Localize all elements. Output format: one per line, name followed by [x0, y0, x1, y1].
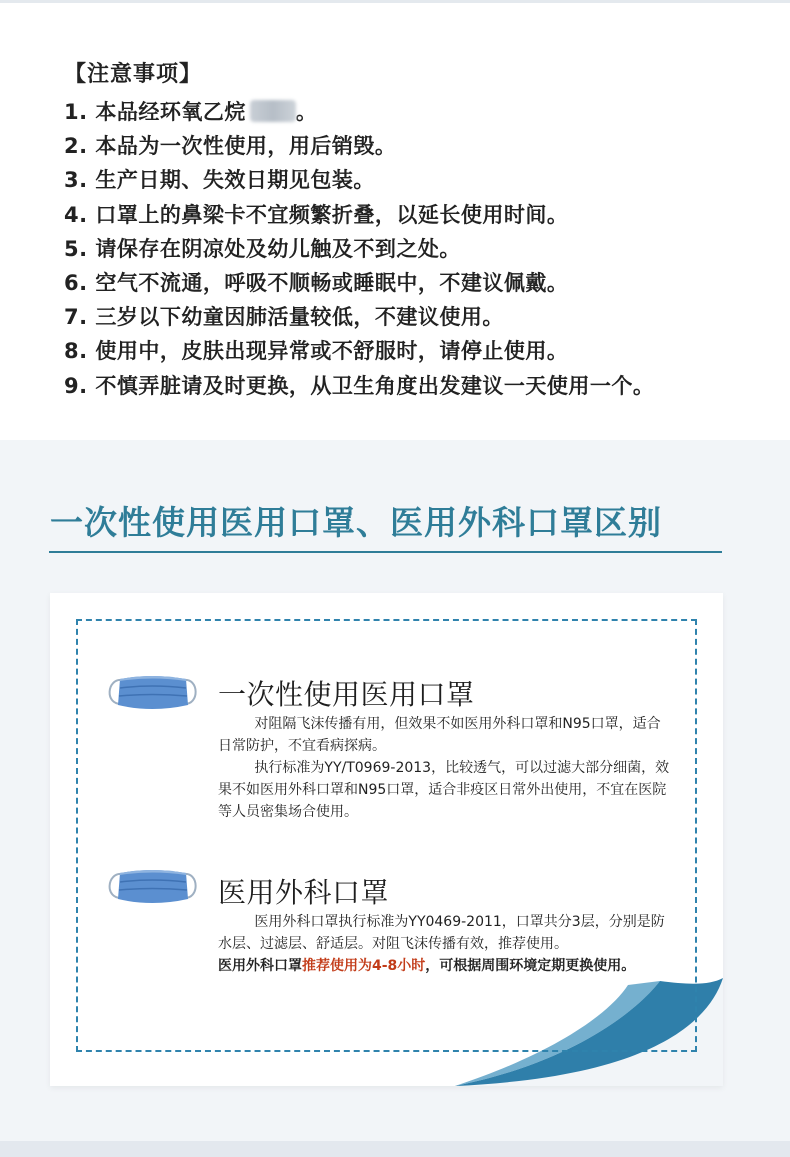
notice-list	[64, 95, 654, 403]
notice-item: 4. 口罩上的鼻梁卡不宜频繁折叠，以延长使用时间。	[64, 202, 569, 227]
bottom-band	[0, 1141, 790, 1157]
disposable-mask-description	[218, 713, 673, 823]
blurred-text-mark	[250, 100, 296, 122]
surgical-mask-heading: 医用外科口罩	[218, 876, 390, 909]
notice-item: 8. 使用中，皮肤出现异常或不舒服时，请停止使用。	[64, 339, 569, 364]
surgical-mask-usage-note	[218, 955, 673, 977]
disposable-mask-para1: 对阻隔飞沫传播有用，但效果不如医用外科口罩和N95口罩，适合日常防护，不宜看病探病。	[218, 716, 661, 754]
notice-item-suffix: 。	[295, 100, 318, 124]
notice-panel	[0, 0, 790, 440]
disposable-mask-para2: 执行标准为YY/T0969-2013，比较透气，可以过滤大部分细菌，效果不如医用外科口罩和N95口罩，适合非疫区日常外出使用，不宜在医院等人员密集场合使用。	[218, 760, 670, 820]
usage-tail: ，可根据周围环境定期更换使用。	[425, 958, 636, 974]
notice-item: 2. 本品为一次性使用，用后销毁。	[64, 134, 397, 159]
notice-item: 6. 空气不流通，呼吸不顺畅或睡眠中，不建议佩戴。	[64, 270, 569, 295]
notice-item: 3. 生产日期、失效日期见包装。	[64, 168, 375, 193]
disposable-mask-heading: 一次性使用医用口罩	[218, 678, 475, 711]
notice-item-text: 1. 本品经环氧乙烷	[64, 100, 246, 124]
title-divider	[49, 551, 722, 553]
section-title: 一次性使用医用口罩、医用外科口罩区别	[50, 503, 662, 542]
surgical-mask-para1: 医用外科口罩执行标准为YY0469-2011，口罩共分3层，分别是防水层、过滤层、舒适层。对阻飞沫传播有效，推荐使用。	[218, 914, 665, 952]
usage-duration: 推荐使用为4-8小时	[302, 958, 426, 974]
usage-lead: 医用外科口罩	[218, 958, 302, 974]
notice-item: 7. 三岁以下幼童因肺活量较低，不建议使用。	[64, 305, 504, 330]
notice-item: 9. 不慎弄脏请及时更换，从卫生角度出发建议一天使用一个。	[64, 373, 655, 398]
surgical-mask-icon	[102, 865, 202, 907]
comparison-card	[50, 593, 723, 1086]
surgical-mask-icon	[102, 671, 202, 713]
notice-item: 5. 请保存在阴凉处及幼儿触及不到之处。	[64, 236, 461, 261]
surgical-mask-description	[218, 911, 673, 977]
notice-title: 【注意事项】	[64, 62, 203, 87]
notice-item	[64, 95, 654, 129]
